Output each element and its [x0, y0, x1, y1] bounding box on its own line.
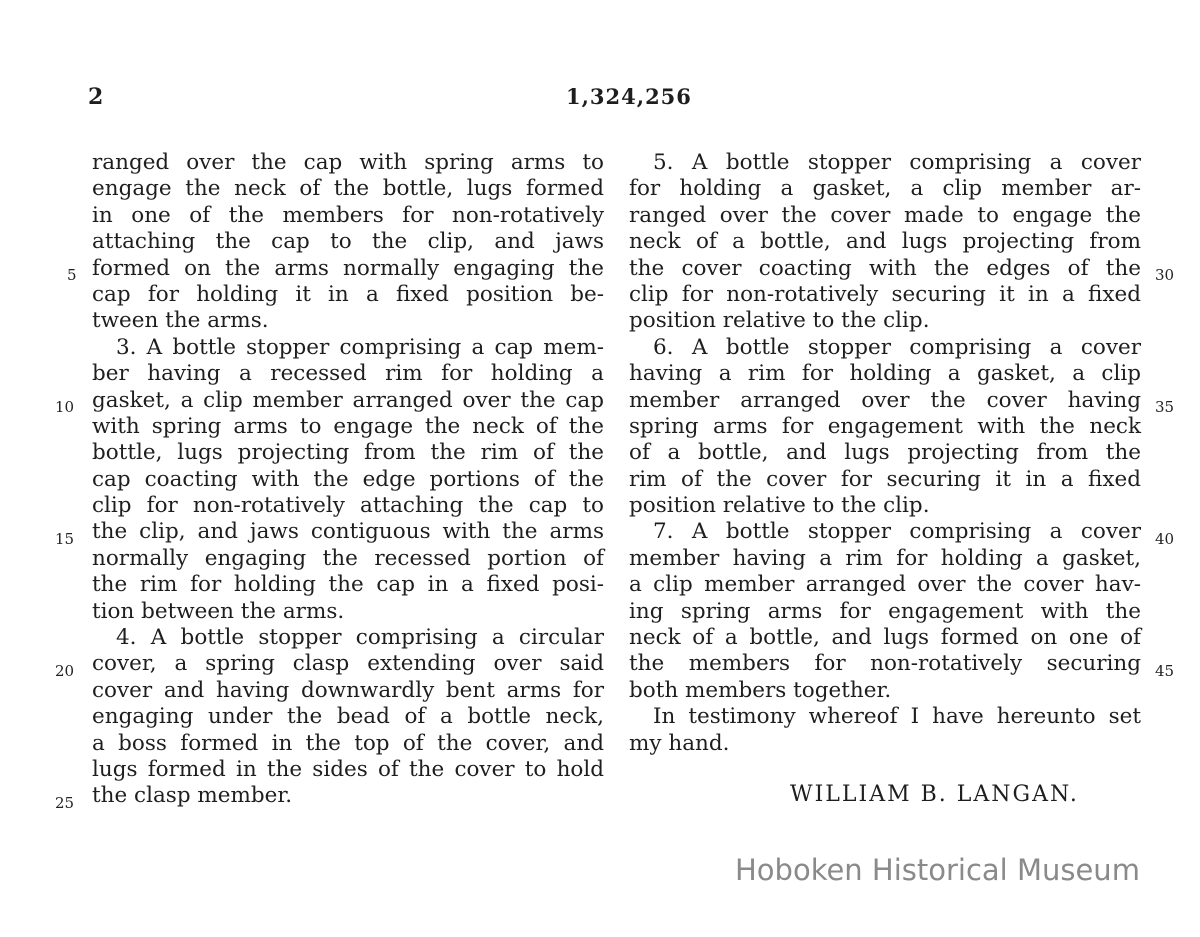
line-number: 5 — [67, 266, 77, 284]
text-line: with spring arms to engage the neck of the — [92, 413, 604, 439]
text-line: tween the arms. — [92, 308, 269, 334]
line-number: 15 — [55, 530, 75, 548]
text-line: a boss formed in the top of the cover, and — [92, 730, 604, 756]
claim-7-start: 7. A bottle stopper comprising a cover — [653, 519, 1141, 545]
text-line: both members together. — [629, 677, 892, 703]
line-number: 30 — [1155, 266, 1175, 284]
text-line: cover, a spring clasp extending over said — [92, 651, 604, 677]
page-number: 2 — [88, 84, 105, 110]
claim-3-start: 3. A bottle stopper comprising a cap mem- — [116, 334, 604, 360]
claim-4-start: 4. A bottle stopper comprising a circular — [116, 625, 604, 651]
text-line: ing spring arms for engagement with the — [629, 598, 1141, 624]
text-line: spring arms for engagement with the neck — [629, 413, 1141, 439]
line-number: 45 — [1155, 662, 1175, 680]
text-line: formed on the arms normally engaging the — [92, 255, 604, 281]
text-line: a clip member arranged over the cover hav- — [629, 572, 1141, 598]
text-line: neck of a bottle, and lugs formed on one of — [629, 625, 1141, 651]
text-line: attaching the cap to the clip, and jaws — [92, 229, 604, 255]
text-line: my hand. — [629, 730, 730, 756]
line-number: 10 — [55, 398, 75, 416]
text-line: member arranged over the cover having — [629, 387, 1141, 413]
text-line: of a bottle, and lugs projecting from the — [629, 440, 1141, 466]
text-line: neck of a bottle, and lugs projecting from — [629, 229, 1141, 255]
text-line: ranged over the cap with spring arms to — [92, 150, 604, 175]
text-line: the cover coacting with the edges of the — [629, 255, 1141, 281]
line-number: 40 — [1155, 530, 1175, 548]
line-number: 25 — [55, 794, 75, 812]
text-line: bottle, lugs projecting from the rim of the — [92, 440, 604, 466]
text-line: the clip, and jaws contiguous with the arms — [92, 519, 604, 545]
patent-number: 1,324,256 — [566, 84, 692, 109]
text-line: the clasp member. — [92, 783, 293, 809]
left-column — [92, 150, 604, 810]
text-line: cover and having downwardly bent arms for — [92, 677, 604, 703]
text-line: position relative to the clip. — [629, 308, 930, 334]
text-line: position relative to the clip. — [629, 493, 930, 519]
right-column — [629, 150, 1141, 757]
text-line: engaging under the bead of a bottle neck, — [92, 704, 604, 730]
text-line: lugs formed in the sides of the cover to hold — [92, 756, 604, 782]
text-line: in one of the members for non-rotatively — [92, 202, 604, 228]
text-line: tion between the arms. — [92, 598, 345, 624]
text-line: member having a rim for holding a gasket, — [629, 545, 1141, 571]
text-line: having a rim for holding a gasket, a clip — [629, 361, 1141, 387]
claim-6-start: 6. A bottle stopper comprising a cover — [653, 334, 1141, 360]
testimony-line: In testimony whereof I have hereunto set — [653, 704, 1141, 730]
text-line: cap coacting with the edge portions of the — [92, 466, 604, 492]
text-line: engage the neck of the bottle, lugs formed — [92, 176, 604, 202]
claim-5-start: 5. A bottle stopper comprising a cover — [653, 150, 1141, 175]
text-line: clip for non-rotatively attaching the cap to — [92, 493, 604, 519]
line-number: 35 — [1155, 398, 1175, 416]
watermark: Hoboken Historical Museum — [735, 853, 1140, 887]
text-line: cap for holding it in a fixed position be- — [92, 281, 604, 307]
text-line: clip for non-rotatively securing it in a fixed — [629, 281, 1141, 307]
text-line: the members for non-rotatively securing — [629, 651, 1141, 677]
text-line: ranged over the cover made to engage the — [629, 202, 1141, 228]
text-line: for holding a gasket, a clip member ar- — [629, 176, 1141, 202]
text-line: gasket, a clip member arranged over the cap — [92, 387, 604, 413]
text-line: the rim for holding the cap in a fixed posi- — [92, 572, 604, 598]
text-line: ber having a recessed rim for holding a — [92, 361, 604, 387]
line-number: 20 — [55, 662, 75, 680]
text-line: normally engaging the recessed portion of — [92, 545, 604, 571]
signature: WILLIAM B. LANGAN. — [790, 782, 1079, 807]
text-line: rim of the cover for securing it in a fixed — [629, 466, 1141, 492]
